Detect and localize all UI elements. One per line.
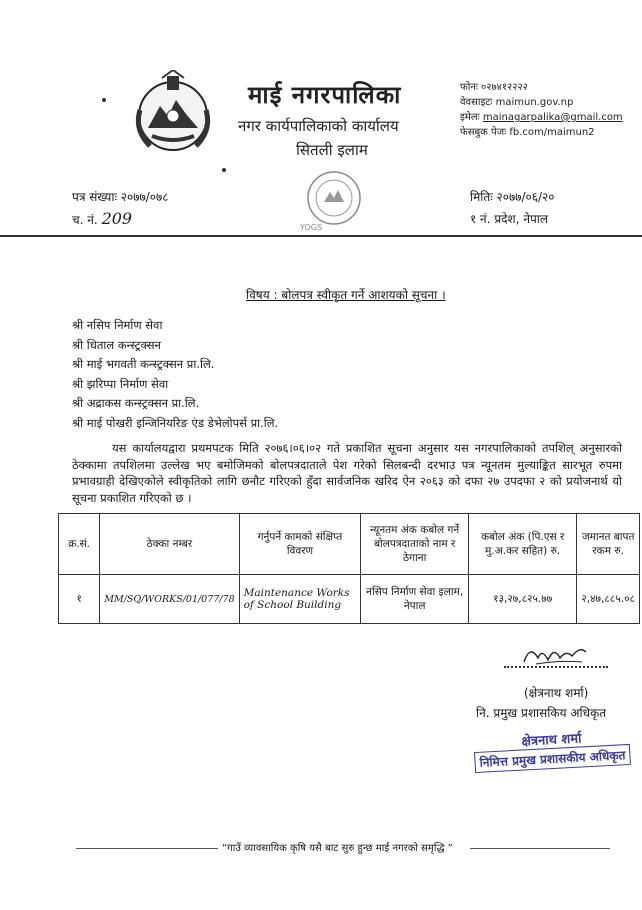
office-place: सितली इलाम (296, 141, 368, 159)
cell-sn: १ (59, 575, 100, 624)
signatory-post: नि. प्रमुख प्रशासकिय अधिकृत (476, 706, 607, 720)
footer-rule-left (76, 848, 218, 849)
recipient-list (72, 316, 278, 433)
col-header-bid-amount: कबोल अंक (पि.एस र मु.अ.कर सहित) रु. (469, 514, 577, 575)
letter-number-row (72, 186, 168, 208)
recipient-item: श्री झरिप्पा निर्माण सेवा (72, 376, 169, 391)
contact-block (460, 80, 623, 140)
table-row (59, 575, 640, 624)
footer-rule-right (470, 848, 610, 849)
province-text: १ नं. प्रदेश, नेपाल (470, 212, 549, 226)
signatory-name: (क्षेत्रनाथ शर्मा) (524, 686, 589, 700)
col-header-contract-no: ठेक्का नम्बर (100, 514, 239, 575)
col-header-security-amount: जमानत बापत रकम रु. (577, 514, 640, 575)
dispatch-number-label: च. नं. (72, 213, 98, 227)
cell-security-amount: २,४७,८८५.०८ (577, 575, 640, 624)
recipient-item: श्री माई भगवती कन्स्ट्रक्सन प्रा.लि. (72, 357, 215, 371)
email-link[interactable]: mainagarpalika@gmail.com (482, 112, 623, 123)
scan-speck (222, 168, 226, 172)
col-header-sn: क्र.सं. (59, 514, 100, 575)
email-label: इमेलः (460, 112, 480, 123)
recipient-item: श्री अद्राकस कन्स्ट्रक्सन प्रा.लि. (72, 396, 200, 410)
cell-contract-no: MM/SQ/WORKS/01/077/78 (100, 575, 239, 624)
date-label: मितिः (470, 190, 493, 204)
cell-bid-amount: १३,२७,८२५.७७ (469, 575, 577, 624)
name-stamp (473, 726, 631, 773)
letter-number-label: पत्र संख्याः (72, 190, 117, 204)
stamp-name: क्षेत्रनाथ शर्मा (521, 731, 582, 750)
office-subtitle: नगर कार्यपालिकाको कार्यालय (238, 117, 399, 135)
reference-block (72, 186, 168, 231)
col-header-bidder: न्यूनतम अंक कबोल गर्ने बोलपत्रदाताको नाम र ठेगाना (361, 514, 469, 575)
recipient-item: श्री नसिप निर्माण सेवा (72, 318, 163, 332)
date-row (470, 186, 555, 208)
nepal-emblem-logo (130, 70, 216, 156)
recipient-item: श्री धिताल कन्स्ट्रक्सन (72, 337, 161, 352)
email-row (460, 110, 623, 125)
cell-bidder: नसिप निर्माण सेवा इलाम, नेपाल (361, 575, 469, 624)
stamp-post: निमित्त प्रमुख प्रशासकीय अधिकृत (474, 744, 631, 773)
recipient-item: श्री माई पोखरी इन्जिनियरिङ एंड डेभेलोपर्स प्रा.लि. (72, 415, 279, 430)
subject-line: विषय : बोलपत्र स्वीकृत गर्ने आशयको सूचना । (246, 288, 446, 302)
col-header-work-description: गर्नुपर्ने कामको संक्षिप्त विवरण (239, 514, 361, 575)
phone-text: फोनः ०२७४१२२२२ (460, 82, 528, 93)
cell-work-description: Maintenance Works of School Building (239, 575, 361, 624)
table-header-row (59, 514, 640, 575)
signature-line (504, 666, 608, 668)
svg-text:YOGS: YOGS (300, 223, 323, 232)
website-text: वेवसाइटः maimun.gov.np (460, 97, 574, 108)
handwritten-signature (520, 642, 590, 668)
dispatch-number-value: 209 (101, 209, 133, 228)
office-seal-stamp (290, 168, 378, 240)
date-value: २०७७/०६/२० (496, 190, 555, 204)
letter-number-value: २०७७/०७८ (120, 190, 169, 204)
dispatch-number-row (72, 208, 168, 231)
notice-body (72, 440, 622, 506)
scan-speck (102, 98, 106, 102)
footer-slogan: “गाउँ व्यावसायिक कृषि यसै बाट सुरु हुन्छ माई नगरको समृद्धि ” (218, 840, 457, 854)
facebook-text: फेसबुक पेजः fb.com/maimun2 (460, 127, 595, 138)
bid-table (58, 513, 640, 624)
header-divider (0, 235, 642, 237)
notice-paragraph: यस कार्यालयद्वारा प्रथमपटक मिति २०७६।०६।०२ गते प्रकाशित सूचना अनुसार यस नगरपालिकाको तपशिल् अनुसारको ठेक्कामा तपशिलमा उल्लेख भए बमोजिमको बोलपत्रदाताले पेश गरेको सिलबन्दी दरभाउ पत्र न्यूनतम मुल्याङ्कित सारभूत रुपमा प्रभावग्राही देखिएकोले स्वीकृतिको लागि छनौट गरिएको हुँदा सार्वजनिक खरिद ऐन २०६३ को दफा २७ उपदफा २ को प्रयोजनार्थ यो सूचना प्रकाशित गरिएको छ । (72, 441, 622, 505)
date-block (470, 186, 555, 230)
municipality-title: माई नगरपालिका (248, 81, 402, 109)
